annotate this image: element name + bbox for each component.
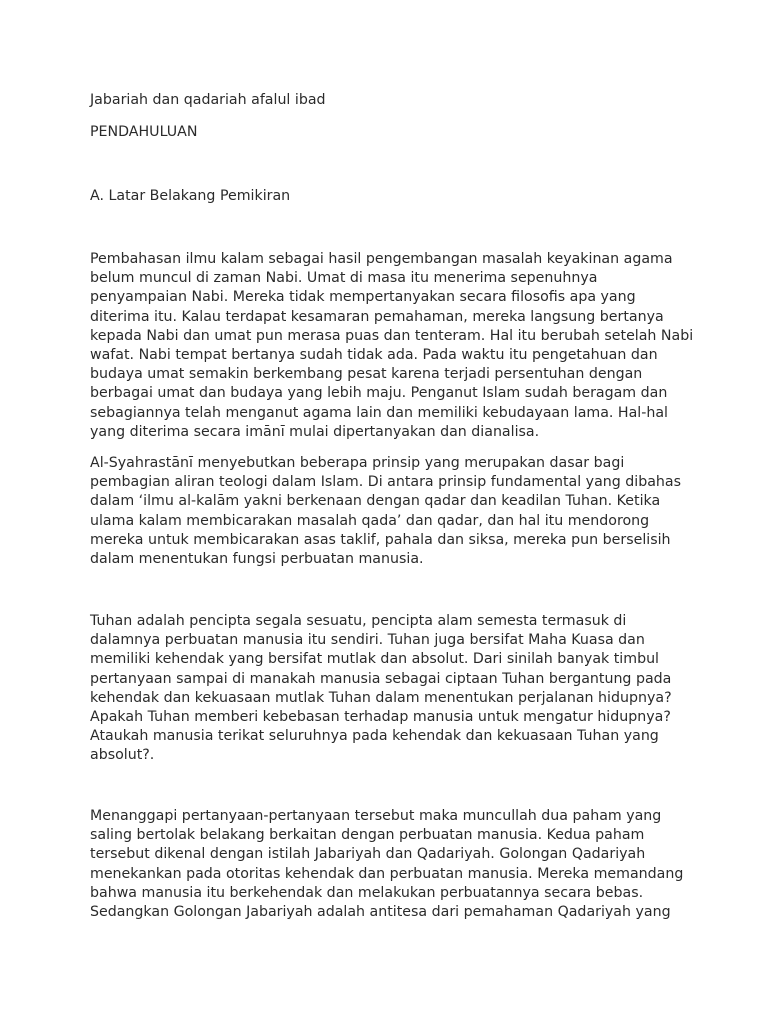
paragraph-line: ulama kalam membicarakan masalah qada’ dan qadar, dan hal itu mendorong (90, 512, 650, 529)
paragraph-line: Ataukah manusia terikat seluruhnya pada kehendak dan kekuasaan Tuhan yang (90, 728, 659, 745)
paragraph-line: berbagai umat dan budaya yang lebih maju. Penganut Islam sudah beragam dan (90, 385, 668, 402)
paragraph-line: diterima itu. Kalau terdapat kesamaran pemahaman, mereka langsung bertanya (90, 308, 664, 325)
subsection-heading-text: A. Latar Belakang Pemikiran (90, 188, 291, 204)
paragraph-line: budaya umat semakin berkembang pesat karena terjadi persentuhan dengan (90, 366, 643, 383)
section-heading (90, 123, 700, 142)
paragraph-line: yang diterima secara imānī mulai dipertanyakan dan dianalisa. (90, 423, 540, 440)
paragraph-line: Apakah Tuhan memberi kebebasan terhadap manusia untuk mengatur hidupnya? (90, 709, 671, 726)
paragraph-line: kehendak dan kekuasaan mutlak Tuhan dalam menentukan perjalanan hidupnya? (90, 689, 672, 706)
paragraph-line: memiliki kehendak yang bersifat mutlak dan absolut. Dari sinilah banyak timbul (90, 651, 660, 668)
paragraph-line: penyampaian Nabi. Mereka tidak mempertanyakan secara filosofis apa yang (90, 289, 636, 306)
paragraph-line: menekankan pada otoritas kehendak dan perbuatan manusia. Mereka memandang (90, 865, 684, 882)
paragraph-line: tersebut dikenal dengan istilah Jabariyah dan Qadariyah. Golongan Qadariyah (90, 846, 646, 863)
paragraph-line: dalam ‘ilmu al-kalām yakni berkenaan dengan qadar dan keadilan Tuhan. Ketika (90, 493, 661, 510)
paragraph-line: pembagian aliran teologi dalam Islam. Di antara prinsip fundamental yang dibahas (90, 474, 681, 491)
paragraph-line: absolut?. (90, 747, 155, 764)
paragraph-line: Pembahasan ilmu kalam sebagai hasil pengembangan masalah keyakinan agama (90, 251, 673, 267)
paragraph-line: belum muncul di zaman Nabi. Umat di masa itu menerima sepenuhnya (90, 270, 598, 287)
paragraph-line: Al-Syahrastānī menyebutkan beberapa prinsip yang merupakan dasar bagi (90, 455, 625, 471)
paragraph-line: mereka untuk membicarakan asas taklif, pahala dan siksa, mereka pun berselisih (90, 531, 671, 548)
paragraph-line: kepada Nabi dan umat pun merasa puas dan tenteram. Hal itu berubah setelah Nabi (90, 327, 694, 344)
paragraph-line: bahwa manusia itu berkehendak dan melakukan perbuatannya secara bebas. (90, 884, 644, 901)
paragraph-3 (90, 612, 700, 766)
document-title-text: Jabariah dan qadariah afalul ibad (90, 92, 326, 108)
paragraph-line: pertanyaan sampai di manakah manusia sebagai ciptaan Tuhan bergantung pada (90, 670, 672, 687)
paragraph-2 (90, 454, 700, 569)
document-title (90, 91, 700, 110)
paragraph-line: wafat. Nabi tempat bertanya sudah tidak ada. Pada waktu itu pengetahuan dan (90, 347, 658, 364)
paragraph-4 (90, 807, 700, 922)
paragraph-line: dalam menentukan fungsi perbuatan manusia. (90, 551, 424, 568)
paragraph-line: Sedangkan Golongan Jabariyah adalah antitesa dari pemahaman Qadariyah yang (90, 904, 671, 921)
section-heading-text: PENDAHULUAN (90, 124, 198, 140)
paragraph-line: sebagiannya telah menganut agama lain dan memiliki kebudayaan lama. Hal-hal (90, 404, 668, 421)
paragraph-line: Tuhan adalah pencipta segala sesuatu, pencipta alam semesta termasuk di (90, 613, 627, 629)
paragraph-line: saling bertolak belakang berkaitan dengan perbuatan manusia. Kedua paham (90, 827, 645, 844)
paragraph-line: Menanggapi pertanyaan-pertanyaan tersebut maka muncullah dua paham yang (90, 808, 662, 824)
paragraph-line: dalamnya perbuatan manusia itu sendiri. Tuhan juga bersifat Maha Kuasa dan (90, 632, 645, 649)
paragraph-1 (90, 250, 700, 442)
subsection-heading (90, 187, 700, 206)
